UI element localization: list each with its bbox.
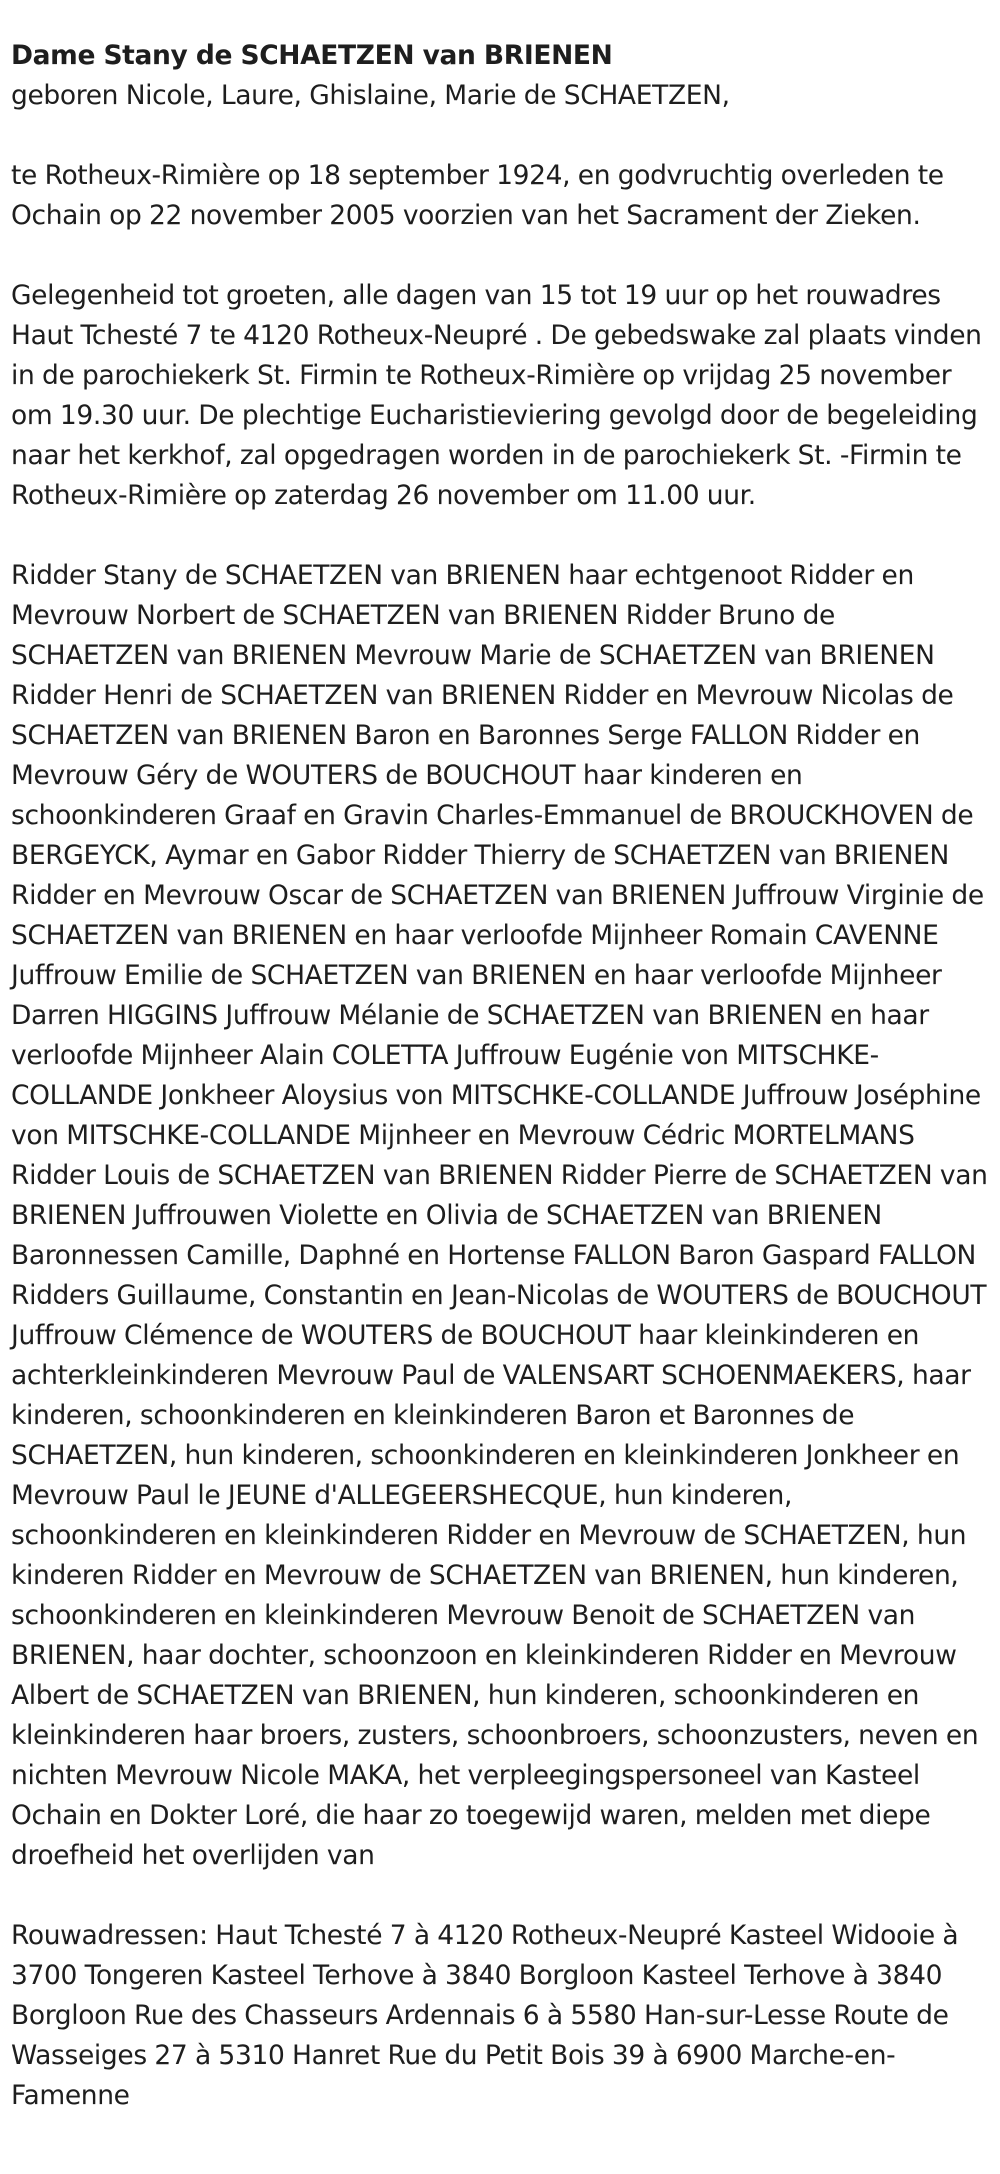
paragraph-spacer xyxy=(11,1876,996,1916)
birth-name: geboren Nicole, Laure, Ghislaine, Marie de SCHAETZEN, xyxy=(11,80,730,111)
paragraph-spacer xyxy=(11,516,996,556)
death-notice xyxy=(11,36,996,2116)
addresses-paragraph: Rouwadressen: Haut Tchesté 7 à 4120 Rotheux-Neupré Kasteel Widooie à 3700 Tongeren Kasteel Terhove à 3840 Borgloon Kasteel Terhove à 3840 Borgloon Rue des Chasseurs Ardennais 6 à 5580 Han-sur-Lesse Route de Wasseiges 27 à 5310 Hanret Rue du Petit Bois 39 à 6900 Marche-en-Famenne xyxy=(11,1920,959,2111)
ceremony-paragraph: Gelegenheid tot groeten, alle dagen van 15 tot 19 uur op het rouwadres Haut Tchesté 7 te 4120 Rotheux-Neupré . De gebedswake zal plaats vinden in de parochiekerk St. Firmin te Rotheux-Rimière op vrijdag 25 november om 19.30 uur. De plechtige Eucharistieviering gevolgd door de begeleiding naar het kerkhof, zal opgedragen worden in de parochiekerk St. -Firmin te Rotheux-Rimière op zaterdag 26 november om 11.00 uur. xyxy=(11,280,982,511)
birth-death-paragraph: te Rotheux-Rimière op 18 september 1924, en godvruchtig overleden te Ochain op 22 november 2005 voorzien van het Sacrament der Zieken. xyxy=(11,160,944,231)
paragraph-spacer xyxy=(11,236,996,276)
deceased-name: Dame Stany de SCHAETZEN van BRIENEN xyxy=(11,40,613,71)
paragraph-spacer xyxy=(11,116,996,156)
family-paragraph: Ridder Stany de SCHAETZEN van BRIENEN haar echtgenoot Ridder en Mevrouw Norbert de SCHAETZEN van BRIENEN Ridder Bruno de SCHAETZEN van BRIENEN Mevrouw Marie de SCHAETZEN van BRIENEN Ridder Henri de SCHAETZEN van BRIENEN Ridder en Mevrouw Nicolas de SCHAETZEN van BRIENEN Baron en Baronnes Serge FALLON Ridder en Mevrouw Géry de WOUTERS de BOUCHOUT haar kinderen en schoonkinderen Graaf en Gravin Charles-Emmanuel de BROUCKHOVEN de BERGEYCK, Aymar en Gabor Ridder Thierry de SCHAETZEN van BRIENEN Ridder en Mevrouw Oscar de SCHAETZEN van BRIENEN Juffrouw Virginie de SCHAETZEN van BRIENEN en haar verloofde Mijnheer Romain CAVENNE Juffrouw Emilie de SCHAETZEN van BRIENEN en haar verloofde Mijnheer Darren HIGGINS Juffrouw Mélanie de SCHAETZEN van BRIENEN en haar verloofde Mijnheer Alain COLETTA Juffrouw Eugénie von MITSCHKE-COLLANDE Jonkheer Aloysius von MITSCHKE-COLLANDE Juffrouw Joséphine von MITSCHKE-COLLANDE Mijnheer en Mevrouw Cédric MORTELMANS Ridder Louis de SCHAETZEN van BRIENEN Ridder Pierre de SCHAETZEN van BRIENEN Juffrouwen Violette en Olivia de SCHAETZEN van BRIENEN Baronnessen Camille, Daphné en Hortense FALLON Baron Gaspard FALLON Ridders Guillaume, Constantin en Jean-Nicolas de WOUTERS de BOUCHOUT Juffrouw Clémence de WOUTERS de BOUCHOUT haar kleinkinderen en achterkleinkinderen Mevrouw Paul de VALENSART SCHOENMAEKERS, haar kinderen, schoonkinderen en kleinkinderen Baron et Baronnes de SCHAETZEN, hun kinderen, schoonkinderen en kleinkinderen Jonkheer en Mevrouw Paul le JEUNE d'ALLEGEERSHECQUE, hun kinderen, schoonkinderen en kleinkinderen Ridder en Mevrouw de SCHAETZEN, hun kinderen Ridder en Mevrouw de SCHAETZEN van BRIENEN, hun kinderen, schoonkinderen en kleinkinderen Mevrouw Benoit de SCHAETZEN van BRIENEN, haar dochter, schoonzoon en kleinkinderen Ridder en Mevrouw Albert de SCHAETZEN van BRIENEN, hun kinderen, schoonkinderen en kleinkinderen haar broers, zusters, schoonbroers, schoonzusters, neven en nichten Mevrouw Nicole MAKA, het verpleegingspersoneel van Kasteel Ochain en Dokter Loré, die haar zo toegewijd waren, melden met diepe droefheid het overlijden van xyxy=(11,560,988,1871)
